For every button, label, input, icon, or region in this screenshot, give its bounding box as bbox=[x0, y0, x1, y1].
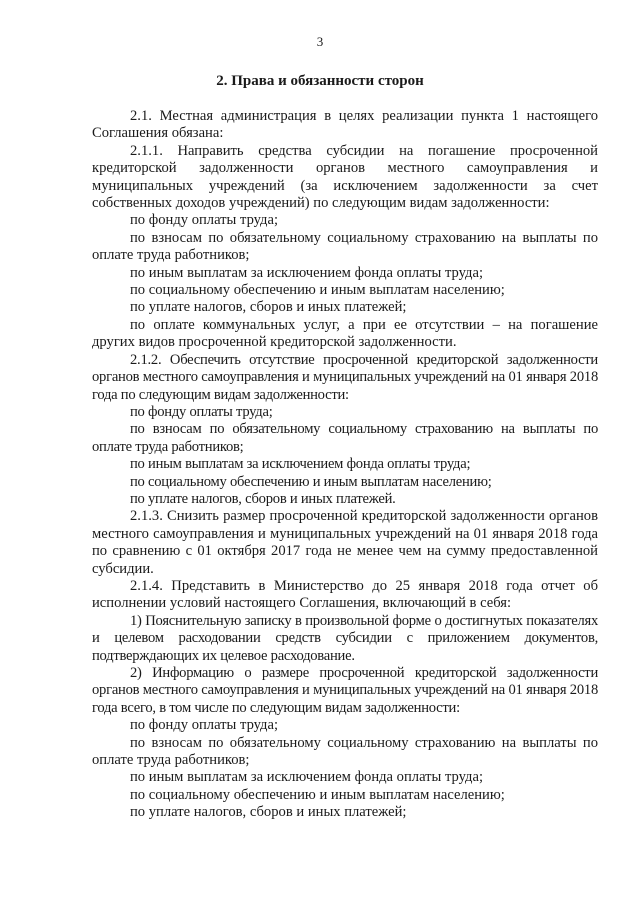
list-item: по оплате коммунальных услуг, а при ее отсутствии – на погашение других видов просроченной кредиторской задолженности. bbox=[92, 316, 598, 351]
document-body bbox=[92, 108, 598, 822]
paragraph-item-2: 2) Информацию о размере просроченной кредиторской задолженности органов местного самоуправления и муниципальных учреждений на 01 января 2018 года всего, в том числе по следующим видам задолженности: bbox=[92, 665, 598, 716]
paragraph-2-1-2: 2.1.2. Обеспечить отсутствие просроченной кредиторской задолженности органов местного самоуправления и муниципальных учреждений на 01 января 2018 года по следующим видам задолженности: bbox=[92, 351, 598, 403]
list-item: по уплате налогов, сборов и иных платежей. bbox=[130, 490, 396, 507]
list-item: по фонду оплаты труда; bbox=[130, 403, 273, 420]
page-number: 3 bbox=[316, 34, 324, 49]
paragraph-2-1: 2.1. Местная администрация в целях реализации пункта 1 настоящего Соглашения обязана: bbox=[92, 108, 598, 142]
list-item: по социальному обеспечению и иным выплатам населению; bbox=[130, 282, 505, 299]
list-item: по социальному обеспечению и иным выплатам населению; bbox=[130, 473, 492, 490]
paragraph-item-1: 1) Пояснительную записку в произвольной форме о достигнутых показателях и целевом расходовании средств субсидии с приложением документов, подтверждающих их целевое расходование. bbox=[92, 612, 598, 664]
list-item: по иным выплатам за исключением фонда оплаты труда; bbox=[130, 769, 483, 786]
list-item: по взносам по обязательному социальному страхованию на выплаты по оплате труда работников; bbox=[92, 734, 598, 769]
list-item: по уплате налогов, сборов и иных платежей; bbox=[130, 804, 407, 821]
paragraph-2-1-1: 2.1.1. Направить средства субсидии на погашение просроченной кредиторской задолженности органов местного самоуправления и муниципальных учреждений (за исключением задолженности за счет собственных доходов учреждений) по следующим видам задолженности: bbox=[92, 142, 598, 212]
list-item: по уплате налогов, сборов и иных платежей; bbox=[130, 299, 407, 316]
list-item: по иным выплатам за исключением фонда оплаты труда; bbox=[130, 456, 471, 473]
list-item: по взносам по обязательному социальному страхованию на выплаты по оплате труда работников; bbox=[92, 421, 598, 455]
list-item: по социальному обеспечению и иным выплатам населению; bbox=[130, 786, 505, 803]
section-title: 2. Права и обязанности сторон bbox=[216, 73, 424, 89]
list-item: по фонду оплаты труда; bbox=[130, 212, 279, 229]
paragraph-2-1-4: 2.1.4. Представить в Министерство до 25 января 2018 года отчет об исполнении условий настоящего Соглашения, включающий в себя: bbox=[92, 577, 598, 612]
paragraph-2-1-3: 2.1.3. Снизить размер просроченной кредиторской задолженности органов местного самоуправления и муниципальных учреждений на 01 января 2018 года по сравнению с 01 октября 2017 года не менее чем на сумму предоставленной субсидии. bbox=[92, 508, 598, 577]
list-item: по взносам по обязательному социальному страхованию на выплаты по оплате труда работников; bbox=[92, 229, 598, 264]
list-item: по фонду оплаты труда; bbox=[130, 717, 279, 734]
list-item: по иным выплатам за исключением фонда оплаты труда; bbox=[130, 264, 483, 281]
